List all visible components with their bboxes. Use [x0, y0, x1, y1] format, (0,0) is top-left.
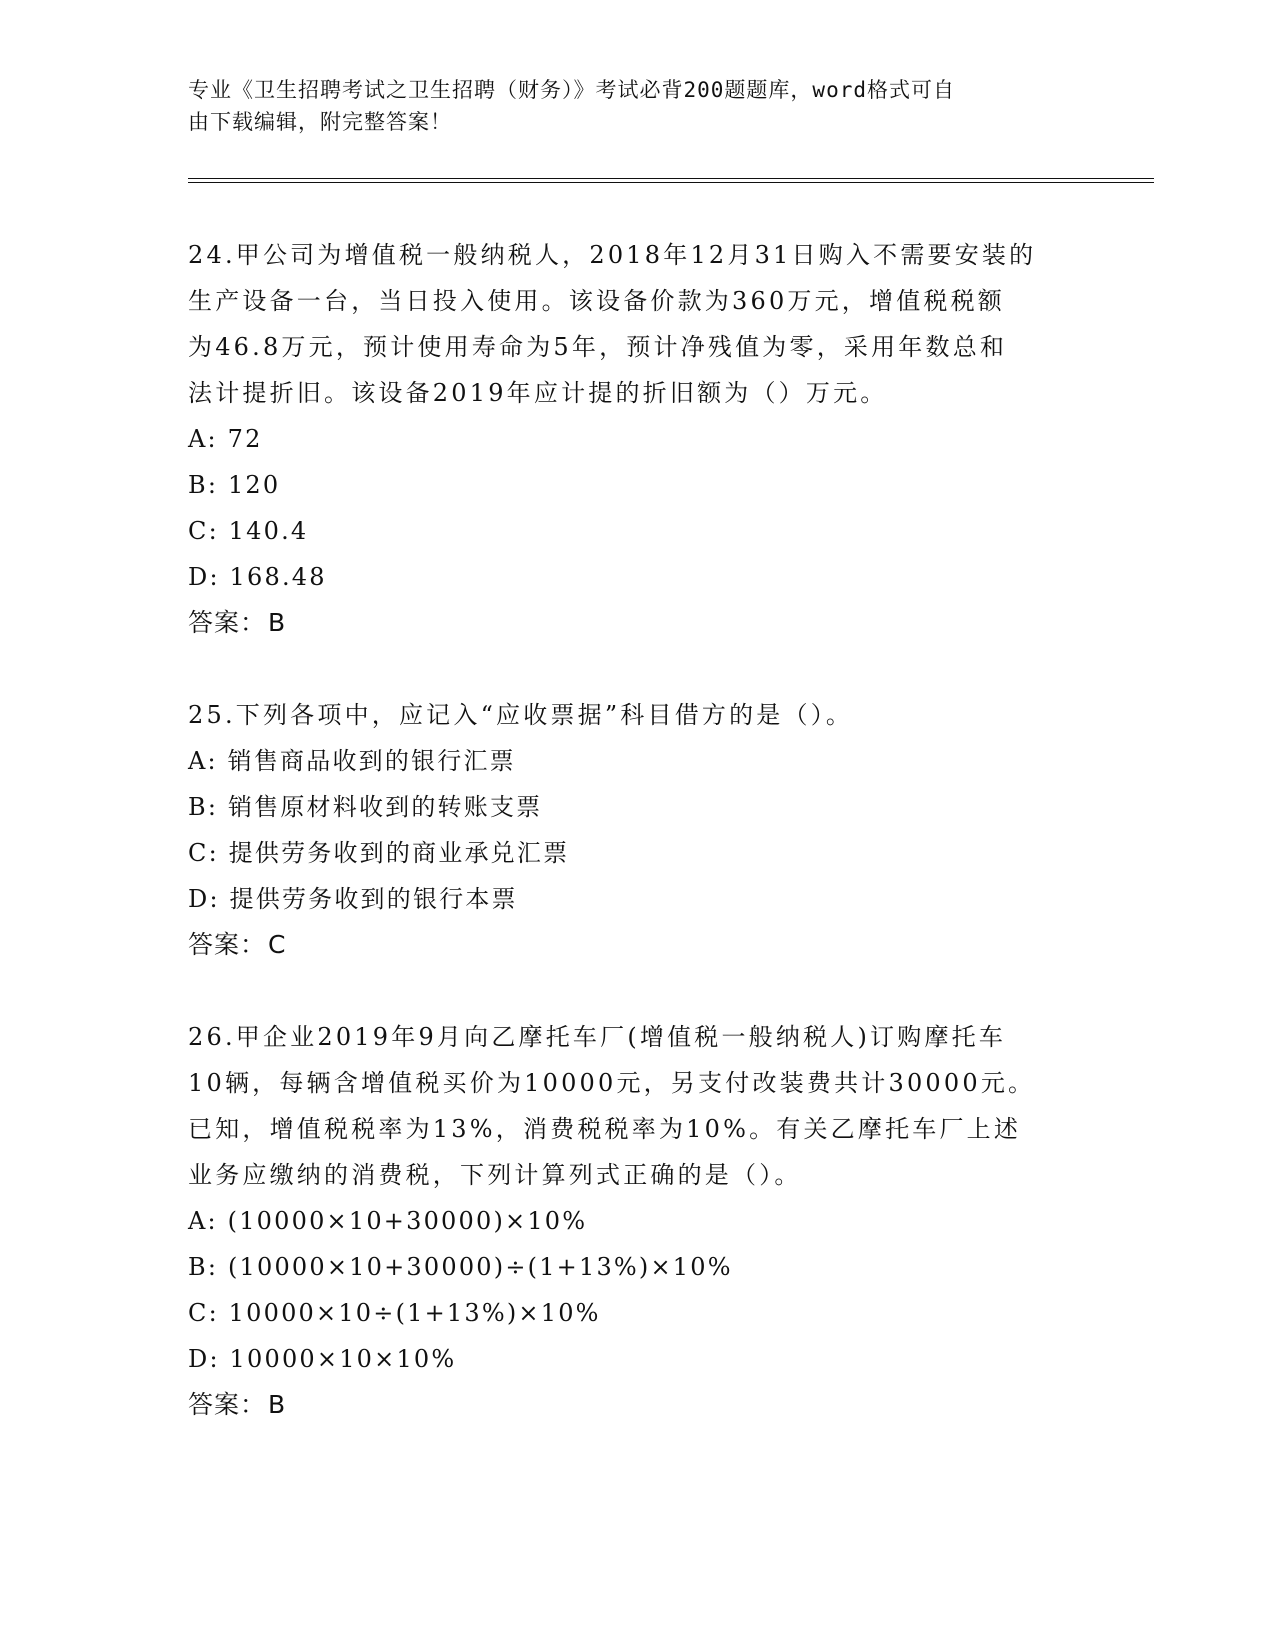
answer-value: C — [268, 930, 287, 959]
option-d: D: 提供劳务收到的银行本票 — [188, 885, 518, 913]
question-line: 24.甲公司为增值税一般纳税人，2018年12月31日购入不需要安装的 — [188, 241, 1037, 269]
question-line: 已知，增值税税率为13%，消费税税率为10%。有关乙摩托车厂上述 — [188, 1115, 1022, 1143]
option-d: D: 168.48 — [188, 563, 327, 591]
question-text — [188, 1014, 1088, 1198]
answer-line — [188, 600, 1088, 646]
answer-line — [188, 1382, 1088, 1428]
question-text — [188, 232, 1088, 416]
answer-label: 答案： — [188, 1390, 267, 1419]
answer-value: B — [268, 608, 287, 637]
header-divider — [188, 178, 1154, 183]
question-24 — [188, 232, 1088, 646]
question-line: 10辆，每辆含增值税买价为10000元，另支付改装费共计30000元。 — [188, 1069, 1036, 1097]
option-b: B: (10000×10+30000)÷(1+13%)×10% — [188, 1253, 733, 1281]
option-d: D: 10000×10×10% — [188, 1345, 457, 1373]
question-25 — [188, 692, 1088, 968]
option-b: B: 销售原材料收到的转账支票 — [188, 793, 543, 821]
question-line: 业务应缴纳的消费税，下列计算列式正确的是（）。 — [188, 1161, 802, 1189]
answer-label: 答案： — [188, 930, 267, 959]
question-text — [188, 692, 1088, 738]
question-line: 生产设备一台，当日投入使用。该设备价款为360万元，增值税税额 — [188, 287, 1006, 315]
answer-value: B — [268, 1390, 287, 1419]
option-a: A: 72 — [188, 425, 263, 453]
option-b: B: 120 — [188, 471, 281, 499]
question-line: 法计提折旧。该设备2019年应计提的折旧额为（）万元。 — [188, 379, 888, 407]
header-line-2: 由下载编辑，附完整答案！ — [188, 110, 452, 134]
question-line: 26.甲企业2019年9月向乙摩托车厂(增值税一般纳税人)订购摩托车 — [188, 1023, 1007, 1051]
option-c: C: 10000×10÷(1+13%)×10% — [188, 1299, 601, 1327]
header-line-1: 专业《卫生招聘考试之卫生招聘（财务）》考试必背200题题库，word格式可自 — [188, 78, 955, 102]
option-c: C: 提供劳务收到的商业承兑汇票 — [188, 839, 570, 867]
answer-label: 答案： — [188, 608, 267, 637]
option-a: A: 销售商品收到的银行汇票 — [188, 747, 516, 775]
question-line: 为46.8万元，预计使用寿命为5年，预计净残值为零，采用年数总和 — [188, 333, 1008, 361]
question-26 — [188, 1014, 1088, 1428]
document-header — [188, 74, 1088, 138]
question-list — [188, 232, 1088, 1474]
question-line: 25.下列各项中，应记入“应收票据”科目借方的是（）。 — [188, 701, 854, 729]
answer-line — [188, 922, 1088, 968]
option-c: C: 140.4 — [188, 517, 309, 545]
option-a: A: (10000×10+30000)×10% — [188, 1207, 588, 1235]
